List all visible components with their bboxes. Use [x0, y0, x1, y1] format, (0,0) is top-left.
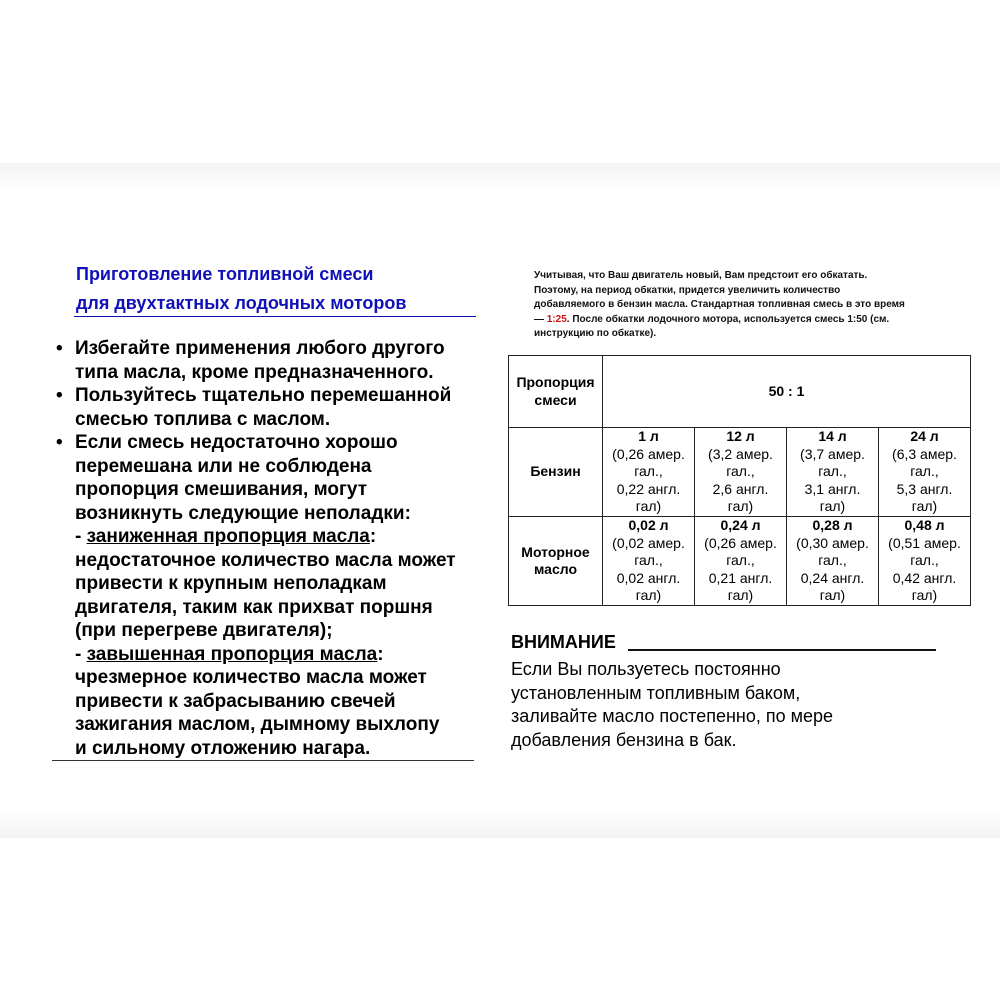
bullet-icon: • [56, 338, 63, 359]
note-line [534, 313, 964, 328]
fuel-conversion: гал., [634, 463, 663, 480]
colon: : [369, 526, 377, 547]
colon: : [377, 643, 384, 665]
under-ratio-line: (при перегреве двигателя); [75, 620, 333, 641]
under-ratio-block [56, 525, 496, 643]
note-line: инструкцию по обкатке). [534, 328, 657, 339]
fuel-cell [695, 428, 787, 517]
fuel-conversion: 3,1 англ. [804, 480, 861, 497]
fuel-volume: 24 л [910, 428, 939, 445]
instructions-list [56, 337, 496, 760]
oil-conversion: (0,30 амер. [796, 534, 869, 551]
attention-line: добавления бензина в бак. [511, 729, 737, 750]
list-item-line: Избегайте применения любого другого [75, 338, 445, 359]
fuel-conversion: (0,26 амер. [612, 445, 685, 462]
oil-conversion: 0,42 англ. [892, 569, 957, 586]
attention-line: установленным топливным баком, [511, 682, 801, 703]
note-line: Учитывая, что Ваш двигатель новый, Вам предстоит его обкатать. [534, 270, 868, 281]
under-ratio-line: привести к крупным неполадкам [75, 573, 387, 594]
attention-line: Если Вы пользуетесь постоянно [511, 659, 781, 679]
title-line: для двухтактных лодочных моторов [76, 293, 407, 313]
list-item-line: пропорция смешивания, могут [75, 479, 368, 500]
oil-conversion: гал) [819, 587, 846, 604]
over-ratio-label: завышенная пропорция масла [86, 643, 378, 665]
list-item [56, 431, 496, 525]
under-ratio-label: заниженная пропорция масла [86, 526, 370, 547]
ratio-header-label: Пропорция смеси [516, 374, 595, 408]
top-band [0, 163, 1000, 193]
oil-header-label: Моторное масло [521, 543, 590, 577]
bullet-icon: • [56, 432, 63, 453]
fuel-cell [603, 428, 695, 517]
fuel-conversion: (3,2 амер. [708, 445, 773, 462]
fuel-conversion: гал., [726, 463, 755, 480]
oil-conversion: гал., [910, 552, 939, 569]
over-ratio-heading [75, 643, 496, 667]
dash: - [75, 526, 87, 547]
oil-volume: 0,24 л [720, 517, 761, 534]
oil-conversion: (0,26 амер. [704, 534, 777, 551]
oil-volume: 0,28 л [812, 517, 853, 534]
oil-conversion: гал., [634, 552, 663, 569]
oil-volume: 0,02 л [628, 517, 669, 534]
oil-conversion: (0,02 амер. [612, 534, 685, 551]
note-line-rest: . После обкатки лодочного мотора, используется смесь 1:50 (см. [566, 313, 890, 325]
over-ratio-line: привести к забрасыванию свечей [75, 690, 396, 712]
fuel-header-label: Бензин [530, 463, 581, 480]
fuel-volume: 1 л [638, 428, 659, 445]
over-ratio-line: и сильному отложению нагара. [75, 737, 371, 759]
table-row [509, 517, 971, 606]
bullet-icon: • [56, 385, 63, 406]
dash: — [534, 313, 547, 325]
over-ratio-line: зажигания маслом, дымному выхлопу [75, 714, 440, 735]
table-row [509, 428, 971, 517]
ratio-header [509, 356, 603, 428]
oil-conversion: гал., [818, 552, 847, 569]
fuel-header [509, 428, 603, 517]
ratio-value-label: 50 : 1 [768, 382, 805, 399]
list-item-line: перемешана или не соблюдена [75, 455, 372, 477]
fuel-volume: 12 л [726, 428, 755, 445]
list-item-line: типа масла, кроме предназначенного. [75, 361, 434, 383]
attention-text [511, 658, 951, 752]
table-row [509, 356, 971, 428]
oil-cell [603, 517, 695, 606]
break-in-ratio: 1:25 [546, 313, 567, 325]
list-item [56, 384, 496, 431]
note-line: Поэтому, на период обкатки, придется увеличить количество [534, 284, 841, 296]
list-item [56, 337, 496, 384]
over-ratio-line: чрезмерное количество масла может [75, 667, 427, 688]
title-line: Приготовление топливной смеси [76, 264, 374, 284]
over-ratio-block [56, 643, 496, 761]
fuel-conversion: гал) [635, 498, 662, 515]
oil-conversion: 0,21 англ. [708, 569, 773, 586]
under-ratio-line: двигателя, таким как прихват поршня [75, 596, 433, 618]
bottom-rule [52, 760, 474, 761]
fuel-conversion: 2,6 англ. [712, 480, 769, 497]
oil-conversion: (0,51 амер. [888, 534, 961, 551]
oil-conversion: 0,02 англ. [616, 569, 681, 586]
fuel-volume: 14 л [818, 428, 847, 445]
fuel-conversion: (6,3 амер. [892, 445, 957, 462]
oil-conversion: гал., [726, 552, 755, 569]
ratio-value [603, 356, 971, 428]
under-ratio-heading [75, 525, 496, 549]
fuel-conversion: гал., [818, 463, 847, 480]
oil-cell [787, 517, 879, 606]
break-in-note [534, 269, 964, 342]
oil-cell [695, 517, 787, 606]
fuel-conversion: гал) [727, 498, 754, 515]
list-item-line: возникнуть следующие неполадки: [75, 502, 411, 524]
attention-rule [628, 649, 936, 651]
oil-conversion: гал) [727, 587, 754, 604]
attention-heading: ВНИМАНИЕ [511, 632, 616, 652]
oil-conversion: гал) [635, 587, 662, 604]
bottom-band [0, 808, 1000, 838]
page-title [76, 260, 496, 318]
fuel-cell [879, 428, 971, 517]
fuel-conversion: 5,3 англ. [896, 480, 953, 497]
oil-volume: 0,48 л [904, 517, 945, 534]
fuel-conversion: гал., [910, 463, 939, 480]
oil-conversion: 0,24 англ. [800, 569, 865, 586]
list-item-line: Пользуйтесь тщательно перемешанной [75, 385, 452, 406]
fuel-conversion: (3,7 амер. [800, 445, 865, 462]
fuel-cell [787, 428, 879, 517]
under-ratio-line: недостаточное количество масла может [75, 549, 456, 571]
note-line: добавляемого в бензин масла. Стандартная топливная смесь в это время [534, 299, 905, 310]
dash: - [75, 643, 87, 665]
oil-conversion: гал) [911, 587, 938, 604]
fuel-conversion: гал) [911, 498, 938, 515]
title-underline [74, 316, 476, 317]
oil-header [509, 517, 603, 606]
list-item-line: смесью топлива с маслом. [75, 408, 331, 430]
fuel-conversion: 0,22 англ. [616, 480, 681, 497]
mix-ratio-table [508, 355, 971, 606]
attention-line: заливайте масло постепенно, по мере [511, 706, 834, 726]
oil-cell [879, 517, 971, 606]
list-item-line: Если смесь недостаточно хорошо [75, 432, 398, 453]
fuel-conversion: гал) [819, 498, 846, 515]
